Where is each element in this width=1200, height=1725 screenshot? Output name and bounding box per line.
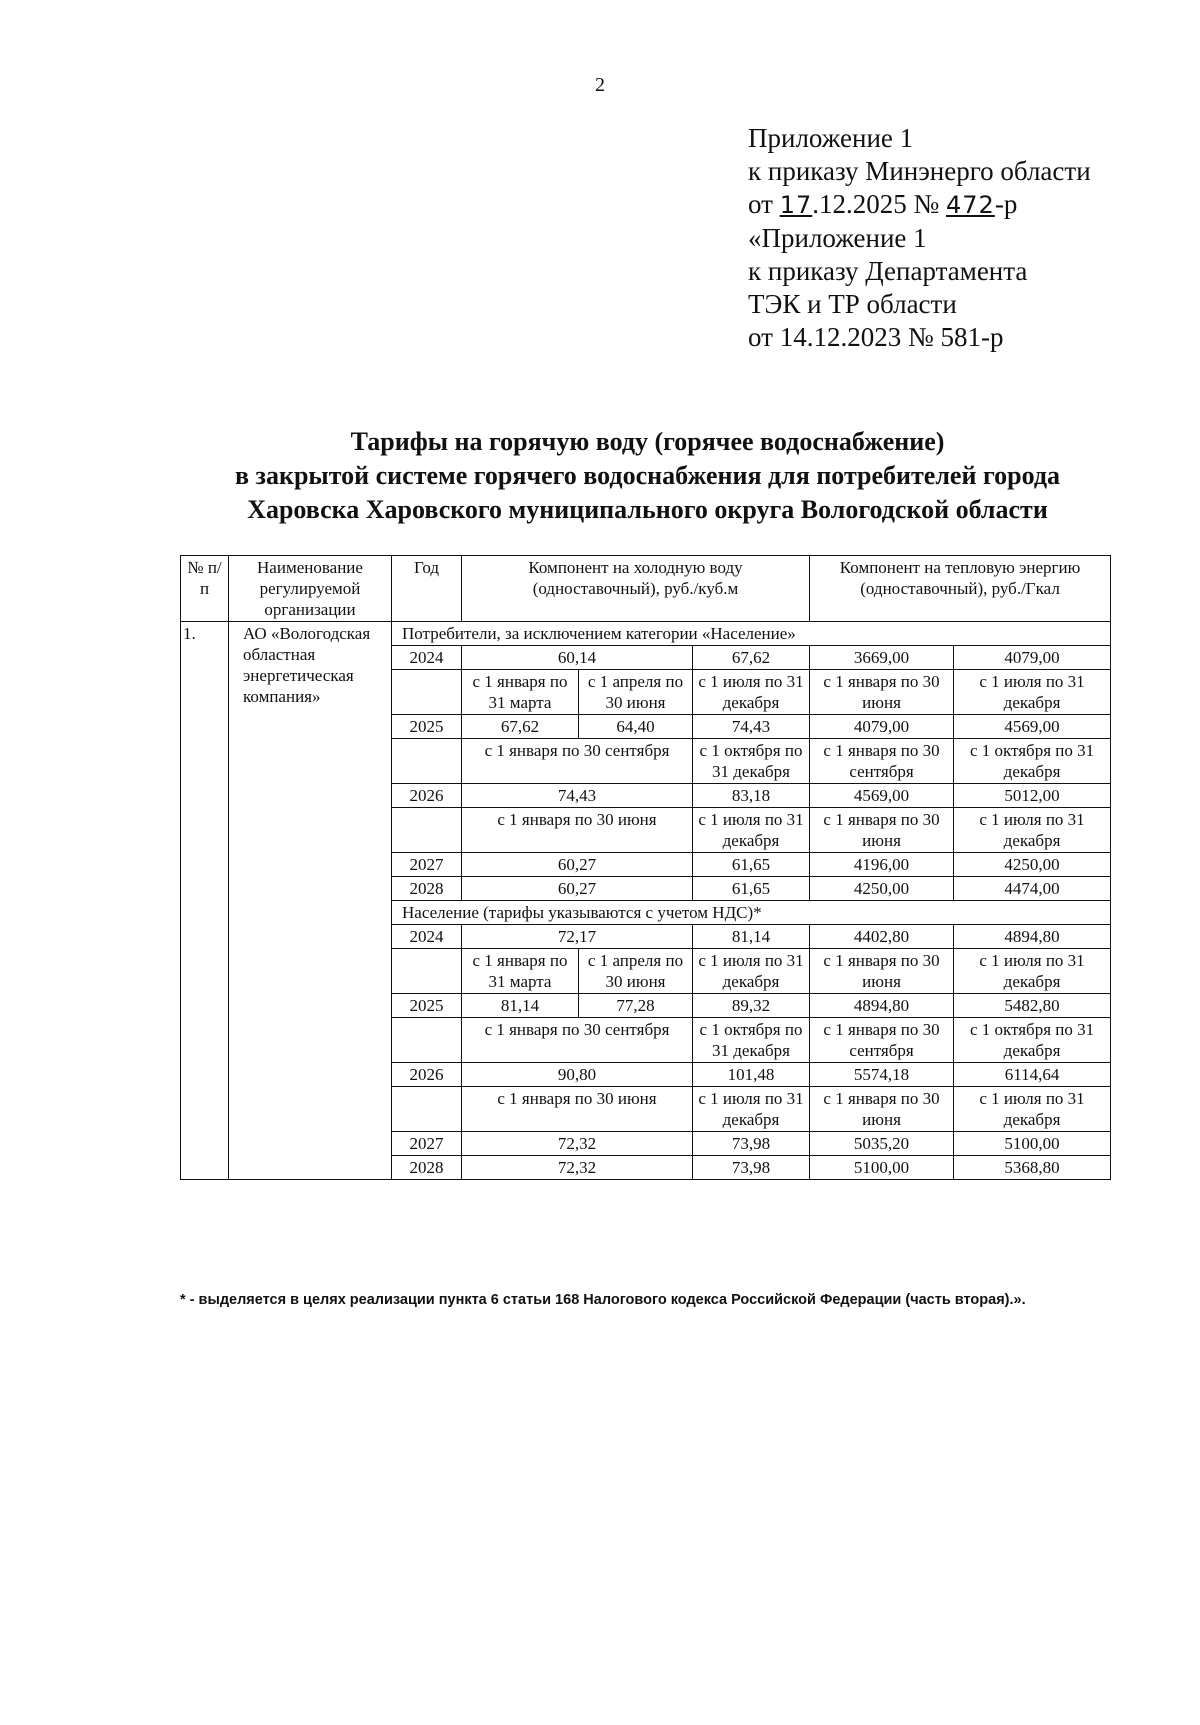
year-cell: 2024 xyxy=(392,646,462,670)
annex-date-prefix: от xyxy=(748,189,773,219)
empty-year-cell xyxy=(392,670,462,715)
handwritten-day: 17 xyxy=(779,191,813,219)
heat-value: 5368,80 xyxy=(954,1156,1111,1180)
annex-block xyxy=(748,122,1091,354)
period-label: с 1 июля по 31 декабря xyxy=(693,949,810,994)
cold-value: 81,14 xyxy=(462,994,579,1018)
period-label: с 1 января по 31 марта xyxy=(462,670,579,715)
period-label: с 1 января по 30 сентября xyxy=(810,1018,954,1063)
empty-year-cell xyxy=(392,739,462,784)
header-heat: Компонент на тепловую энергию (одноставочный), руб./Гкал xyxy=(810,556,1111,622)
year-cell: 2026 xyxy=(392,1063,462,1087)
header-org: Наименование регулируемой организации xyxy=(229,556,392,622)
cold-value: 61,65 xyxy=(693,877,810,901)
period-label: с 1 января по 30 июня xyxy=(810,1087,954,1132)
handwritten-order-number: 472 xyxy=(946,191,995,219)
year-cell: 2027 xyxy=(392,853,462,877)
cold-value: 67,62 xyxy=(462,715,579,739)
cold-value: 72,17 xyxy=(462,925,693,949)
heat-value: 4402,80 xyxy=(810,925,954,949)
period-label: с 1 октября по 31 декабря xyxy=(954,1018,1111,1063)
year-cell: 2028 xyxy=(392,877,462,901)
cold-value: 77,28 xyxy=(579,994,693,1018)
heat-value: 4569,00 xyxy=(810,784,954,808)
annex-line-7: от 14.12.2023 № 581-р xyxy=(748,322,1004,352)
heat-value: 5100,00 xyxy=(954,1132,1111,1156)
annex-date-rest: .12.2025 № xyxy=(812,189,940,219)
year-cell: 2025 xyxy=(392,715,462,739)
heat-value: 4250,00 xyxy=(810,877,954,901)
annex-line-5: к приказу Департамента xyxy=(748,256,1028,286)
category-row xyxy=(181,622,1111,646)
empty-year-cell xyxy=(392,949,462,994)
empty-year-cell xyxy=(392,1087,462,1132)
cold-value: 83,18 xyxy=(693,784,810,808)
annex-line-4: «Приложение 1 xyxy=(748,223,927,253)
heat-value: 4250,00 xyxy=(954,853,1111,877)
period-label: с 1 января по 31 марта xyxy=(462,949,579,994)
period-label: с 1 января по 30 июня xyxy=(810,670,954,715)
cold-value: 64,40 xyxy=(579,715,693,739)
period-label: с 1 января по 30 сентября xyxy=(462,1018,693,1063)
title-line-1: Тарифы на горячую воду (горячее водоснабжение) xyxy=(350,427,945,456)
heat-value: 4894,80 xyxy=(810,994,954,1018)
cold-value: 73,98 xyxy=(693,1132,810,1156)
heat-value: 4196,00 xyxy=(810,853,954,877)
period-label: с 1 января по 30 июня xyxy=(462,1087,693,1132)
row-number: 1. xyxy=(181,622,229,1180)
period-label: с 1 июля по 31 декабря xyxy=(693,670,810,715)
period-label: с 1 октября по 31 декабря xyxy=(693,739,810,784)
period-label: с 1 июля по 31 декабря xyxy=(954,949,1111,994)
period-label: с 1 января по 30 июня xyxy=(810,808,954,853)
year-cell: 2027 xyxy=(392,1132,462,1156)
cold-value: 61,65 xyxy=(693,853,810,877)
annex-line-2: к приказу Минэнерго области xyxy=(748,156,1091,186)
period-label: с 1 октября по 31 декабря xyxy=(693,1018,810,1063)
annex-order-suffix: -р xyxy=(994,189,1018,219)
annex-line-1: Приложение 1 xyxy=(748,123,914,153)
cold-value: 72,32 xyxy=(462,1132,693,1156)
heat-value: 5100,00 xyxy=(810,1156,954,1180)
annex-date-line xyxy=(748,188,1091,222)
cold-value: 67,62 xyxy=(693,646,810,670)
footnote: * - выделяется в целях реализации пункта 6 статьи 168 Налогового кодекса Российской Федерации (часть вторая).». xyxy=(180,1292,1026,1308)
heat-value: 3669,00 xyxy=(810,646,954,670)
period-label: с 1 октября по 31 декабря xyxy=(954,739,1111,784)
cold-value: 60,27 xyxy=(462,877,693,901)
empty-year-cell xyxy=(392,1018,462,1063)
heat-value: 4569,00 xyxy=(954,715,1111,739)
document-title xyxy=(0,425,1200,527)
period-label: с 1 июля по 31 декабря xyxy=(693,1087,810,1132)
year-cell: 2028 xyxy=(392,1156,462,1180)
category-label: Потребители, за исключением категории «Население» xyxy=(392,622,1111,646)
annex-line-6: ТЭК и ТР области xyxy=(748,289,957,319)
period-label: с 1 апреля по 30 июня xyxy=(579,949,693,994)
cold-value: 73,98 xyxy=(693,1156,810,1180)
header-cold-water: Компонент на холодную воду (одноставочный), руб./куб.м xyxy=(462,556,810,622)
header-row xyxy=(181,556,1111,622)
heat-value: 6114,64 xyxy=(954,1063,1111,1087)
title-line-3: Харовска Харовского муниципального округа Вологодской области xyxy=(247,495,1048,524)
year-cell: 2024 xyxy=(392,925,462,949)
cold-value: 101,48 xyxy=(693,1063,810,1087)
period-label: с 1 июля по 31 декабря xyxy=(954,670,1111,715)
period-label: с 1 января по 30 июня xyxy=(462,808,693,853)
period-label: с 1 января по 30 сентября xyxy=(810,739,954,784)
cold-value: 81,14 xyxy=(693,925,810,949)
header-num: № п/п xyxy=(181,556,229,622)
cold-value: 72,32 xyxy=(462,1156,693,1180)
heat-value: 4894,80 xyxy=(954,925,1111,949)
heat-value: 5574,18 xyxy=(810,1063,954,1087)
cold-value: 74,43 xyxy=(693,715,810,739)
heat-value: 5482,80 xyxy=(954,994,1111,1018)
category-label: Население (тарифы указываются с учетом НДС)* xyxy=(392,901,1111,925)
heat-value: 4474,00 xyxy=(954,877,1111,901)
heat-value: 5035,20 xyxy=(810,1132,954,1156)
cold-value: 90,80 xyxy=(462,1063,693,1087)
year-cell: 2025 xyxy=(392,994,462,1018)
heat-value: 5012,00 xyxy=(954,784,1111,808)
period-label: с 1 июля по 31 декабря xyxy=(693,808,810,853)
cold-value: 74,43 xyxy=(462,784,693,808)
heat-value: 4079,00 xyxy=(810,715,954,739)
cold-value: 60,14 xyxy=(462,646,693,670)
page-number: 2 xyxy=(595,74,605,96)
period-label: с 1 января по 30 июня xyxy=(810,949,954,994)
period-label: с 1 апреля по 30 июня xyxy=(579,670,693,715)
title-line-2: в закрытой системе горячего водоснабжения для потребителей города xyxy=(235,461,1060,490)
cold-value: 89,32 xyxy=(693,994,810,1018)
tariff-table xyxy=(180,555,1111,1180)
header-year: Год xyxy=(392,556,462,622)
period-label: с 1 января по 30 сентября xyxy=(462,739,693,784)
heat-value: 4079,00 xyxy=(954,646,1111,670)
year-cell: 2026 xyxy=(392,784,462,808)
period-label: с 1 июля по 31 декабря xyxy=(954,808,1111,853)
cold-value: 60,27 xyxy=(462,853,693,877)
period-label: с 1 июля по 31 декабря xyxy=(954,1087,1111,1132)
organization-name: АО «Вологодская областная энергетическая компания» xyxy=(229,622,392,1180)
empty-year-cell xyxy=(392,808,462,853)
